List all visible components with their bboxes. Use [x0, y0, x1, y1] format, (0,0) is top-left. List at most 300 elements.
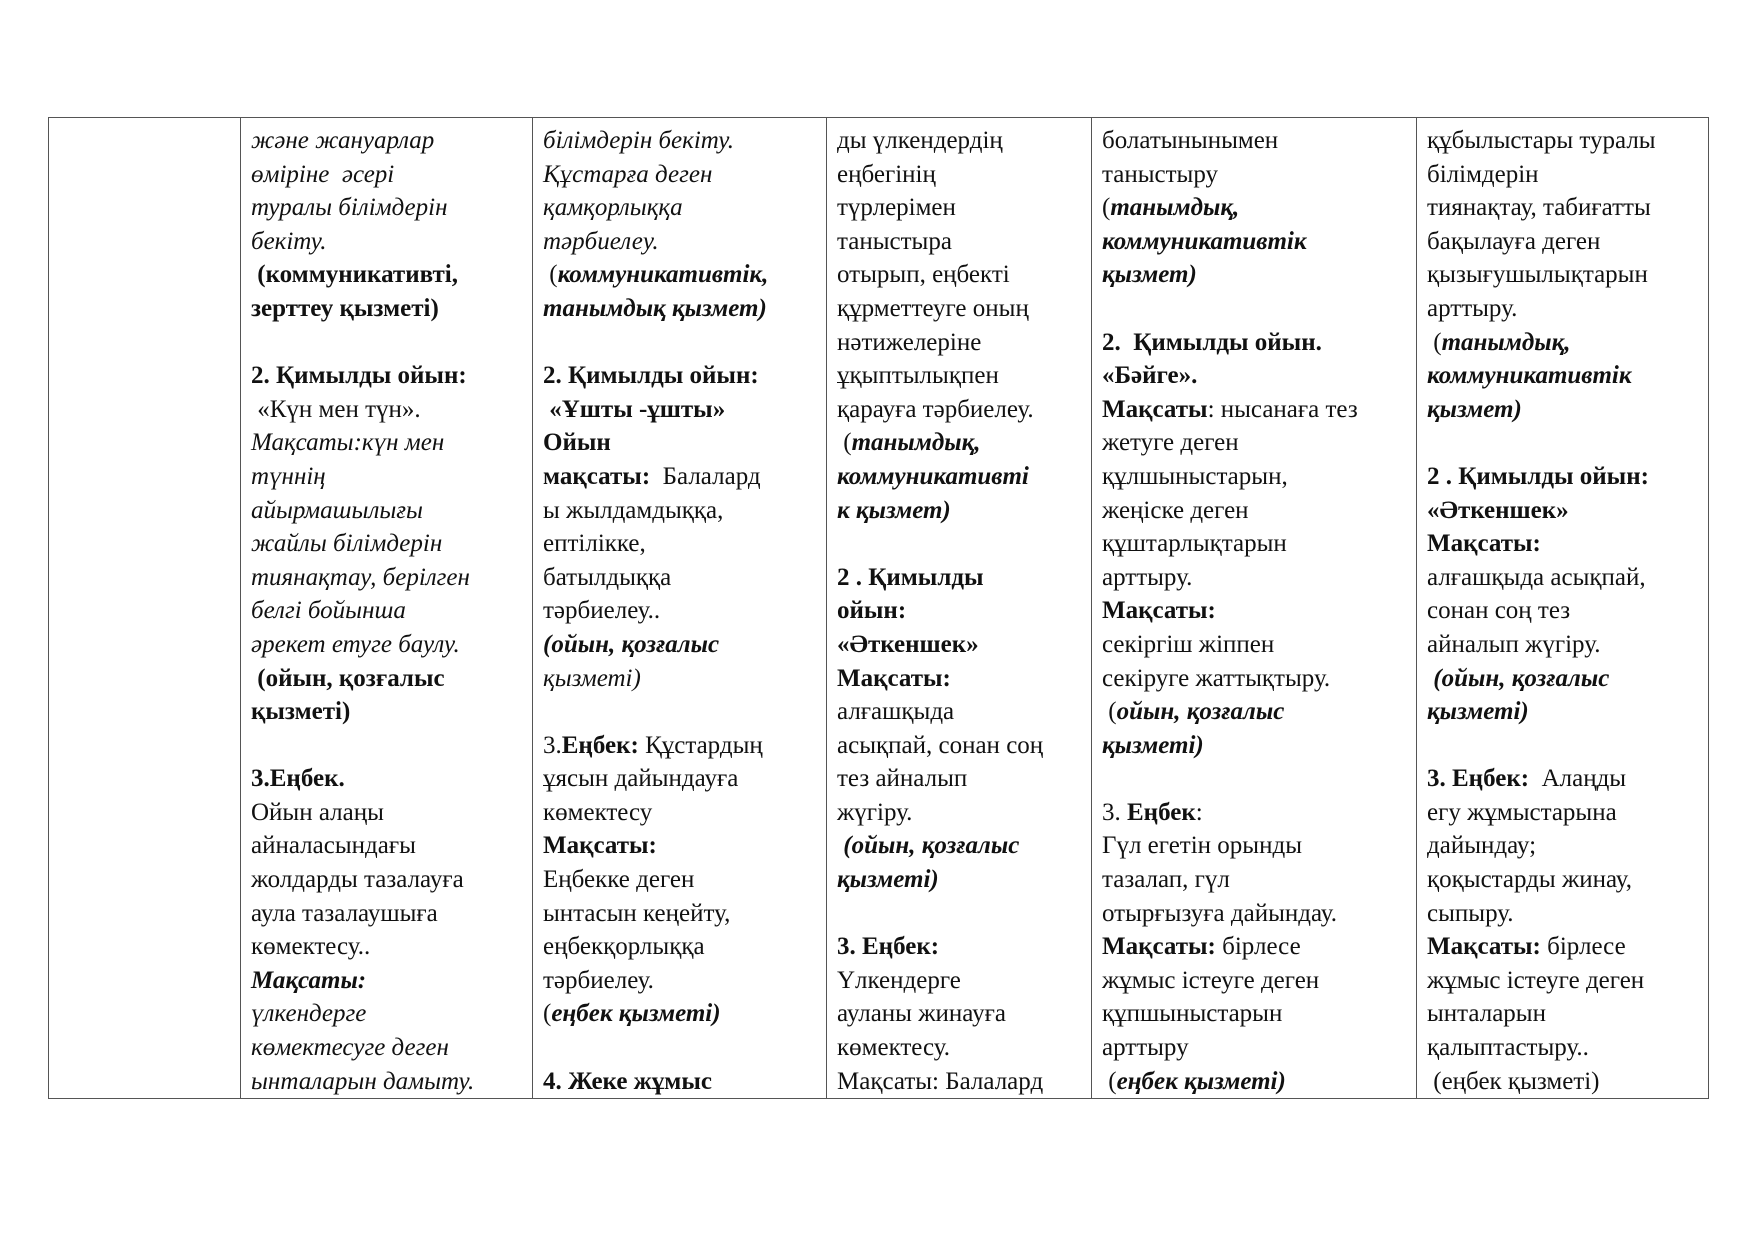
text-segment: болатынынымен — [1102, 127, 1279, 154]
text-segment: көмектесу. — [837, 1034, 951, 1062]
text-segment: жетуге деген — [1102, 429, 1239, 457]
text-segment: ( — [543, 261, 558, 289]
text-line — [543, 359, 816, 393]
text-line — [1102, 426, 1406, 460]
text-line — [837, 662, 1081, 696]
table-cell-col-3 — [533, 118, 827, 1099]
text-segment: секіргіш жіппен — [1102, 630, 1275, 658]
text-segment: ынталарын — [1427, 1000, 1546, 1028]
text-segment: әрекет етуге баулу. — [251, 630, 460, 658]
text-line — [1102, 158, 1406, 192]
text-line — [251, 393, 522, 427]
text-segment: тиянақтау, табиғатты — [1427, 194, 1651, 222]
text-segment: Еңбекке деген — [543, 866, 695, 894]
table-cell-col-6 — [1417, 118, 1709, 1099]
text-segment: Құстарға деген — [543, 160, 713, 188]
text-segment: 2 . Қимылды ойын: — [1427, 462, 1649, 490]
text-line — [1102, 1065, 1406, 1099]
text-segment: қызметі) — [543, 664, 641, 692]
text-segment: құпшыныстарын — [1102, 1000, 1283, 1028]
text-segment: сыпыру. — [1427, 899, 1514, 927]
text-line — [1427, 829, 1698, 863]
text-segment: айналып жүгіру. — [1427, 630, 1601, 658]
blank-line — [251, 326, 522, 360]
text-segment: ұқыптылықпен — [837, 362, 999, 390]
text-segment: 3. Еңбек: — [1427, 765, 1530, 793]
blank-line — [543, 1031, 816, 1065]
text-segment: қызметі) — [1427, 698, 1529, 726]
text-line — [543, 930, 816, 964]
text-segment: үлкендерге — [251, 1000, 367, 1028]
blank-line — [1102, 292, 1406, 326]
text-line — [543, 762, 816, 796]
text-segment: секіруге жаттықтыру. — [1102, 664, 1331, 692]
text-segment: тәрбиелеу.. — [543, 597, 661, 625]
text-segment: Мақсаты: — [251, 966, 367, 994]
text-line — [251, 1065, 522, 1099]
text-line — [1427, 863, 1698, 897]
text-segment: еңбекқорлыққа — [543, 933, 705, 961]
text-segment: ұясын дайындауға — [543, 765, 739, 793]
text-line — [251, 930, 522, 964]
table-cell-col-5 — [1092, 118, 1417, 1099]
text-segment: 2. Қимылды ойын. — [1102, 328, 1322, 356]
table-cell-col-2 — [241, 118, 533, 1099]
text-segment: қызметі) — [251, 698, 351, 726]
text-line — [1427, 662, 1698, 696]
text-segment: Мақсаты: — [1102, 933, 1216, 961]
text-line — [543, 662, 816, 696]
text-line — [1102, 527, 1406, 561]
text-segment: арттыру. — [1102, 563, 1193, 591]
text-line — [251, 359, 522, 393]
text-line — [1102, 326, 1406, 360]
text-line — [251, 997, 522, 1031]
text-line — [1427, 561, 1698, 595]
text-line — [837, 1031, 1081, 1065]
text-segment: құлшыныстарын, — [1102, 462, 1288, 490]
text-segment: Мақсаты: — [837, 664, 951, 692]
text-segment: 2. Қимылды ойын: — [251, 362, 467, 390]
text-line — [837, 258, 1081, 292]
text-segment: ды үлкендердің — [837, 127, 1003, 154]
text-line — [1102, 124, 1406, 158]
text-segment: ынталарын дамыту. — [251, 1067, 475, 1095]
text-segment: Ойын алаңы — [251, 798, 384, 826]
text-segment: тәрбиелеу. — [543, 966, 654, 994]
text-segment: бақылауға деген — [1427, 227, 1601, 255]
text-line — [251, 628, 522, 662]
text-line — [837, 628, 1081, 662]
text-line — [837, 426, 1081, 460]
text-line — [1427, 695, 1698, 729]
text-segment: Балалард — [650, 462, 761, 490]
text-segment: білімдерін — [1427, 160, 1539, 188]
text-line — [1102, 796, 1406, 830]
text-segment: құштарлықтарын — [1102, 530, 1287, 558]
text-line — [1427, 326, 1698, 360]
text-line — [251, 527, 522, 561]
text-segment: ы жылдамдыққа, — [543, 496, 724, 524]
text-line — [1102, 594, 1406, 628]
text-segment: «Бәйге». — [1102, 362, 1198, 390]
text-segment: қызмет) — [1427, 395, 1522, 423]
text-segment: : — [1195, 798, 1203, 826]
text-line — [1102, 191, 1406, 225]
text-segment: тиянақтау, берілген — [251, 563, 470, 591]
text-segment: ауланы жинауға — [837, 1000, 1006, 1028]
text-segment: еңбек қызметі) — [1116, 1067, 1286, 1095]
text-line — [251, 796, 522, 830]
text-segment: бекіту. — [251, 227, 327, 255]
text-line — [1102, 997, 1406, 1031]
text-segment: коммуникативтік, — [557, 261, 769, 289]
text-line — [1102, 863, 1406, 897]
text-segment: қызмет) — [1102, 261, 1197, 289]
blank-line — [251, 729, 522, 763]
text-segment: қамқорлыққа — [543, 194, 683, 222]
text-line — [1427, 494, 1698, 528]
text-segment: «Әткеншек» — [1427, 496, 1569, 524]
table-row — [49, 118, 1709, 1099]
text-line — [837, 326, 1081, 360]
text-segment: арттыру — [1102, 1034, 1189, 1062]
text-segment: көмектесуге деген — [251, 1034, 449, 1062]
plan-table — [48, 117, 1709, 1099]
text-segment: 3. — [543, 731, 562, 759]
text-segment: 2 . Қимылды — [837, 563, 984, 591]
text-line — [1102, 393, 1406, 427]
text-line — [543, 964, 816, 998]
text-segment: көмектесу.. — [251, 933, 371, 961]
text-line — [837, 1065, 1081, 1099]
text-line — [251, 829, 522, 863]
text-line — [1427, 796, 1698, 830]
text-line — [543, 426, 816, 460]
text-line — [251, 594, 522, 628]
text-line — [837, 729, 1081, 763]
text-segment: құбылыстары туралы — [1427, 127, 1656, 154]
text-segment: 4. Жеке жұмыс — [543, 1067, 712, 1095]
text-line — [1427, 997, 1698, 1031]
text-line — [1427, 964, 1698, 998]
text-line — [837, 225, 1081, 259]
text-segment: ( — [1102, 698, 1117, 726]
text-line — [1427, 258, 1698, 292]
text-line — [251, 460, 522, 494]
text-line — [1102, 829, 1406, 863]
blank-line — [543, 695, 816, 729]
text-line — [837, 191, 1081, 225]
text-segment: танымдық қызмет) — [543, 294, 767, 322]
text-segment: тәрбиелеу. — [543, 227, 659, 255]
text-line — [837, 930, 1081, 964]
text-segment: таныстыру — [1102, 160, 1218, 188]
text-segment: көмектесу — [543, 798, 653, 826]
text-segment: еңбек қызметі) — [551, 1000, 721, 1028]
text-line — [251, 561, 522, 595]
text-line — [837, 124, 1081, 158]
text-line — [837, 863, 1081, 897]
text-segment: қоқыстарды жинау, — [1427, 866, 1633, 894]
text-line — [1102, 695, 1406, 729]
text-segment: белгі бойынша — [251, 597, 406, 625]
text-line — [1102, 460, 1406, 494]
text-segment: асықпай, сонан соң — [837, 731, 1044, 759]
text-line — [837, 964, 1081, 998]
text-segment: 3. — [1102, 798, 1127, 826]
text-segment: (еңбек қызметі) — [1427, 1067, 1600, 1095]
text-line — [1102, 930, 1406, 964]
text-segment: айналасындағы — [251, 832, 416, 860]
text-line — [1102, 359, 1406, 393]
text-line — [543, 393, 816, 427]
text-segment: «Күн мен түн». — [251, 395, 421, 423]
text-segment: ( — [543, 1000, 552, 1028]
text-segment: алғашқыда асықпай, — [1427, 563, 1646, 591]
text-segment: танымдық, — [851, 429, 981, 457]
text-segment: ойын, қозғалыс — [1116, 698, 1285, 726]
text-segment: жүгіру. — [837, 798, 913, 826]
text-line — [1427, 628, 1698, 662]
text-line — [1102, 729, 1406, 763]
text-segment: ынтасын кеңейту, — [543, 899, 731, 927]
text-line — [837, 997, 1081, 1031]
text-line — [1427, 359, 1698, 393]
text-line — [251, 762, 522, 796]
text-line — [1102, 964, 1406, 998]
text-segment: түрлерімен — [837, 194, 956, 222]
text-segment: ( — [1102, 194, 1111, 222]
table-cell-col-4 — [827, 118, 1092, 1099]
text-line — [1427, 762, 1698, 796]
text-segment: ( — [1427, 328, 1442, 356]
text-line — [251, 897, 522, 931]
text-line — [251, 494, 522, 528]
text-line — [543, 829, 816, 863]
text-segment: отырып, еңбекті — [837, 261, 1010, 289]
text-segment: Мақсаты: — [1102, 597, 1216, 625]
text-line — [837, 561, 1081, 595]
text-segment: нәтижелеріне — [837, 328, 982, 356]
text-line — [543, 796, 816, 830]
text-segment: Мақсаты:күн мен — [251, 429, 445, 457]
text-segment: Мақсаты — [1102, 395, 1208, 423]
text-segment: қарауға тәрбиелеу. — [837, 395, 1034, 423]
text-segment: 3. Еңбек: — [837, 933, 940, 961]
text-line — [543, 494, 816, 528]
text-line — [837, 494, 1081, 528]
text-line — [543, 292, 816, 326]
text-segment: жайлы білімдерін — [251, 530, 443, 558]
text-segment: Алаңды — [1529, 765, 1627, 793]
text-line — [837, 158, 1081, 192]
text-segment: танымдық, — [1110, 194, 1240, 222]
text-line — [543, 997, 816, 1031]
text-segment: зерттеу қызметі) — [251, 294, 439, 322]
blank-line — [837, 527, 1081, 561]
text-line — [251, 124, 522, 158]
text-line — [1102, 662, 1406, 696]
text-segment: бірлесе — [1215, 933, 1301, 961]
text-segment: жолдарды тазалауға — [251, 866, 464, 894]
text-segment: өміріне әсері — [251, 160, 395, 188]
text-segment: к қызмет) — [837, 496, 951, 524]
text-line — [1102, 225, 1406, 259]
text-line — [543, 527, 816, 561]
text-segment: тазалап, гүл — [1102, 866, 1230, 894]
text-line — [251, 426, 522, 460]
blank-line — [543, 326, 816, 360]
text-segment: «Әткеншек» — [837, 630, 979, 658]
text-line — [543, 124, 816, 158]
text-segment: және жануарлар — [251, 127, 435, 154]
text-segment: ойын: — [837, 597, 907, 625]
text-segment: жеңіске деген — [1102, 496, 1249, 524]
text-segment: бірлесе — [1540, 933, 1626, 961]
text-segment: 2. Қимылды ойын: — [543, 362, 759, 390]
text-segment: жұмыс істеуге деген — [1102, 966, 1320, 994]
text-line — [251, 863, 522, 897]
text-line — [1427, 158, 1698, 192]
text-line — [837, 359, 1081, 393]
text-line — [1427, 393, 1698, 427]
text-line — [251, 258, 522, 292]
text-line — [1102, 1031, 1406, 1065]
text-segment: қалыптастыру.. — [1427, 1034, 1589, 1062]
text-line — [1427, 527, 1698, 561]
text-line — [251, 158, 522, 192]
text-segment: егу жұмыстарына — [1427, 798, 1617, 826]
text-segment: құрметтеуге оның — [837, 294, 1029, 322]
text-segment: Еңбек: — [561, 731, 639, 759]
text-line — [1427, 191, 1698, 225]
text-segment: ( — [1102, 1067, 1117, 1095]
text-segment: алғашқыда — [837, 698, 955, 726]
text-segment: (коммуникативті, — [251, 261, 458, 289]
text-line — [837, 393, 1081, 427]
text-line — [837, 292, 1081, 326]
text-line — [1102, 897, 1406, 931]
text-line — [543, 561, 816, 595]
text-line — [251, 225, 522, 259]
text-line — [837, 695, 1081, 729]
text-segment: батылдыққа — [543, 563, 672, 591]
text-segment: (ойын, қозғалыс — [837, 832, 1020, 860]
text-segment: сонан соң тез — [1427, 597, 1571, 625]
text-line — [543, 863, 816, 897]
text-line — [1427, 225, 1698, 259]
text-segment: отырғызуға дайындау. — [1102, 899, 1338, 927]
text-segment: айырмашылығы — [251, 496, 423, 524]
text-line — [251, 1031, 522, 1065]
text-segment: коммуникативті — [837, 462, 1029, 490]
text-line — [543, 460, 816, 494]
text-segment: Мақсаты: — [1427, 933, 1541, 961]
text-segment: Мақсаты: — [543, 832, 657, 860]
text-segment: қызметі) — [1102, 731, 1204, 759]
text-line — [251, 695, 522, 729]
blank-line — [1102, 762, 1406, 796]
text-line — [251, 964, 522, 998]
text-line — [837, 594, 1081, 628]
text-line — [837, 829, 1081, 863]
text-line — [837, 762, 1081, 796]
text-line — [1427, 930, 1698, 964]
text-line — [543, 594, 816, 628]
text-segment: коммуникативтік — [1427, 362, 1632, 390]
text-line — [251, 292, 522, 326]
text-segment: арттыру. — [1427, 294, 1518, 322]
text-segment: «Ұшты -ұшты» — [543, 395, 726, 423]
text-segment: қызығушылықтарын — [1427, 261, 1648, 289]
text-line — [837, 460, 1081, 494]
text-segment: танымдық, — [1441, 328, 1571, 356]
text-segment: 3.Еңбек. — [251, 765, 345, 793]
text-segment: дайындау; — [1427, 832, 1537, 860]
text-line — [1427, 1065, 1698, 1099]
text-line — [1427, 1031, 1698, 1065]
text-segment: жұмыс істеуге деген — [1427, 966, 1645, 994]
text-segment: Мақсаты: — [1427, 530, 1541, 558]
text-line — [543, 158, 816, 192]
text-segment: : нысанаға тез — [1207, 395, 1358, 423]
text-segment: Мақсаты: Балалард — [837, 1067, 1044, 1095]
text-segment: Гүл егетін орынды — [1102, 832, 1302, 860]
text-line — [1427, 460, 1698, 494]
text-segment: таныстыра — [837, 227, 952, 255]
text-line — [251, 191, 522, 225]
text-line — [1427, 594, 1698, 628]
blank-line — [837, 897, 1081, 931]
text-segment: білімдерін бекіту. — [543, 127, 734, 154]
text-segment: коммуникативтік — [1102, 227, 1307, 255]
text-line — [543, 191, 816, 225]
table-cell-col-1 — [49, 118, 241, 1099]
text-segment: мақсаты: — [543, 462, 651, 490]
text-line — [1427, 897, 1698, 931]
text-line — [543, 628, 816, 662]
text-line — [1427, 124, 1698, 158]
text-line — [543, 258, 816, 292]
text-segment: (ойын, қозғалыс — [543, 630, 720, 658]
blank-line — [1427, 426, 1698, 460]
text-line — [837, 796, 1081, 830]
text-segment: түннің — [251, 462, 326, 490]
text-line — [543, 897, 816, 931]
text-segment: (ойын, қозғалыс — [1427, 664, 1610, 692]
text-segment: еңбегінің — [837, 160, 936, 188]
text-line — [543, 1065, 816, 1099]
text-segment: Үлкендерге — [837, 966, 961, 994]
text-segment: (ойын, қозғалыс — [251, 664, 445, 692]
text-segment: Ойын — [543, 429, 611, 457]
text-segment: ептілікке, — [543, 530, 646, 558]
text-line — [251, 662, 522, 696]
text-segment: қызметі) — [837, 866, 939, 894]
text-segment: ( — [837, 429, 852, 457]
blank-line — [1427, 729, 1698, 763]
text-line — [543, 729, 816, 763]
text-segment: туралы білімдерін — [251, 194, 448, 222]
text-line — [543, 225, 816, 259]
text-segment: тез айналып — [837, 765, 968, 793]
text-line — [1102, 628, 1406, 662]
text-line — [1102, 494, 1406, 528]
text-segment: Еңбек — [1127, 798, 1196, 826]
text-line — [1102, 258, 1406, 292]
text-segment: Құстардың — [638, 731, 763, 759]
